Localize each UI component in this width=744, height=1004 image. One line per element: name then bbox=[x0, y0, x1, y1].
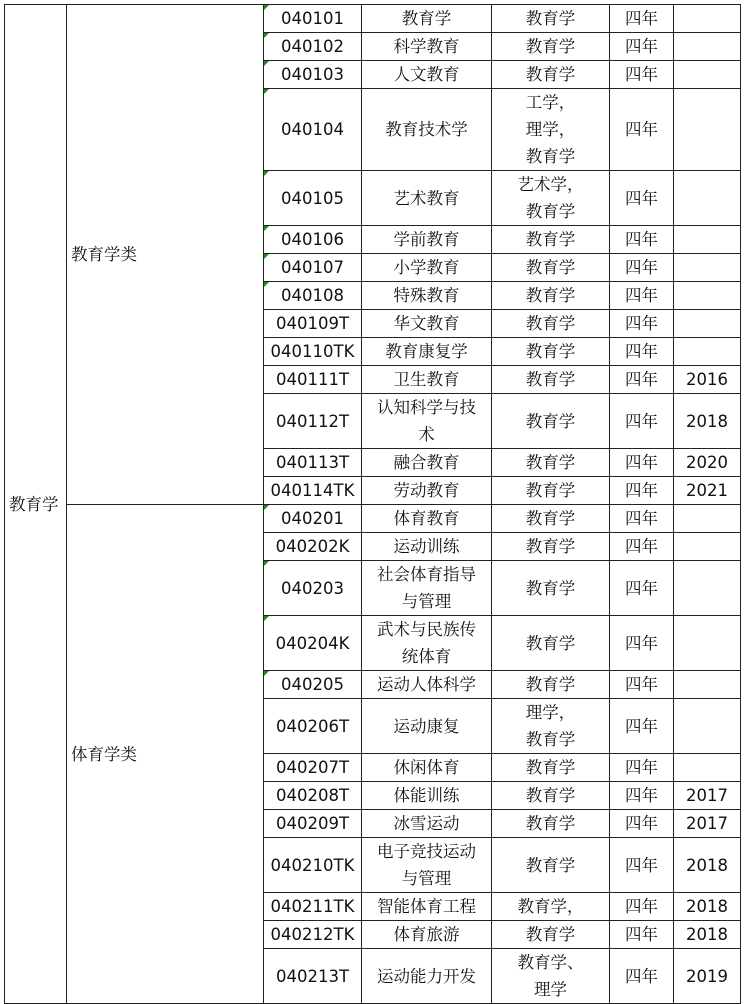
degree-cell-line: 教育学 bbox=[525, 509, 576, 528]
year-added-cell bbox=[674, 699, 741, 754]
major-name-cell bbox=[362, 89, 492, 171]
major-name-cell-line: 武术与民族传 bbox=[377, 620, 476, 639]
degree-cell-line: 教育学、 bbox=[517, 953, 584, 972]
major-name-cell bbox=[362, 254, 492, 282]
major-name-cell-line: 电子竞技运动 bbox=[377, 842, 476, 861]
major-code-cell: 040207T bbox=[264, 754, 362, 782]
major-code-cell: 040113T bbox=[264, 449, 362, 477]
major-name-cell-line: 学前教育 bbox=[393, 230, 460, 249]
duration-cell: 四年 bbox=[610, 810, 674, 838]
major-name-cell-line: 小学教育 bbox=[393, 258, 460, 277]
degree-cell bbox=[492, 949, 610, 1004]
duration-cell: 四年 bbox=[610, 226, 674, 254]
table-body bbox=[5, 5, 741, 1004]
year-added-cell: 2018 bbox=[674, 893, 741, 921]
major-name-cell bbox=[362, 171, 492, 226]
degree-cell bbox=[492, 366, 610, 394]
duration-cell: 四年 bbox=[610, 921, 674, 949]
major-name-cell bbox=[362, 338, 492, 366]
duration-cell: 四年 bbox=[610, 533, 674, 561]
degree-cell-line: 教育学 bbox=[525, 786, 576, 805]
major-name-cell bbox=[362, 282, 492, 310]
major-code-cell: 040107 bbox=[264, 254, 362, 282]
degree-cell bbox=[492, 561, 610, 616]
year-added-cell bbox=[674, 89, 741, 171]
degree-cell-line: 教育学 bbox=[525, 453, 576, 472]
major-name-cell-line: 教育学 bbox=[401, 9, 452, 28]
major-name-cell bbox=[362, 754, 492, 782]
duration-cell: 四年 bbox=[610, 671, 674, 699]
degree-cell-line: 教育学 bbox=[525, 314, 576, 333]
major-name-cell bbox=[362, 893, 492, 921]
major-code-cell: 040108 bbox=[264, 282, 362, 310]
year-added-cell bbox=[674, 561, 741, 616]
major-code-cell: 040206T bbox=[264, 699, 362, 754]
year-added-cell bbox=[674, 533, 741, 561]
major-code-cell: 040102 bbox=[264, 33, 362, 61]
degree-cell-line: 教育学 bbox=[525, 370, 576, 389]
degree-cell-line: 教育学 bbox=[525, 65, 576, 84]
major-code-cell: 040109T bbox=[264, 310, 362, 338]
degree-cell bbox=[492, 171, 610, 226]
table-row bbox=[5, 505, 741, 533]
major-name-cell-line: 体育教育 bbox=[393, 509, 460, 528]
category-cell: 体育学类 bbox=[67, 505, 264, 1004]
major-code-cell: 040114TK bbox=[264, 477, 362, 505]
major-name-cell-line: 运动人体科学 bbox=[377, 675, 476, 694]
degree-cell-line: 教育学 bbox=[525, 925, 576, 944]
major-name-cell bbox=[362, 838, 492, 893]
degree-cell bbox=[492, 893, 610, 921]
year-added-cell bbox=[674, 671, 741, 699]
year-added-cell: 2018 bbox=[674, 921, 741, 949]
degree-cell bbox=[492, 477, 610, 505]
degree-cell-line: 教育学 bbox=[525, 37, 576, 56]
major-name-cell bbox=[362, 949, 492, 1004]
major-name-cell-line: 运动训练 bbox=[393, 537, 460, 556]
year-added-cell bbox=[674, 505, 741, 533]
degree-cell-line: 教育学 bbox=[525, 758, 576, 777]
major-code-cell: 040208T bbox=[264, 782, 362, 810]
degree-cell bbox=[492, 449, 610, 477]
degree-cell-line: 教育学 bbox=[525, 855, 576, 875]
major-name-cell-line: 特殊教育 bbox=[393, 286, 460, 305]
degree-cell-line: 教育学 bbox=[525, 730, 576, 749]
year-added-cell: 2020 bbox=[674, 449, 741, 477]
degree-cell-line: 教育学 bbox=[525, 342, 576, 361]
major-name-cell bbox=[362, 699, 492, 754]
duration-cell: 四年 bbox=[610, 171, 674, 226]
major-name-cell bbox=[362, 61, 492, 89]
major-code-cell: 040111T bbox=[264, 366, 362, 394]
year-added-cell bbox=[674, 310, 741, 338]
major-code-cell: 040210TK bbox=[264, 838, 362, 893]
major-code-cell: 040201 bbox=[264, 505, 362, 533]
major-code-cell: 040209T bbox=[264, 810, 362, 838]
major-code-cell: 040101 bbox=[264, 5, 362, 33]
degree-cell-line: 理学 bbox=[534, 980, 567, 999]
degree-cell-line: 理学， bbox=[525, 703, 576, 722]
major-code-cell: 040110TK bbox=[264, 338, 362, 366]
major-name-cell-line: 认知科学与技 bbox=[377, 398, 476, 417]
degree-cell bbox=[492, 699, 610, 754]
major-name-cell bbox=[362, 533, 492, 561]
degree-cell bbox=[492, 338, 610, 366]
discipline-cell: 教育学 bbox=[5, 5, 67, 1004]
degree-cell bbox=[492, 33, 610, 61]
duration-cell: 四年 bbox=[610, 893, 674, 921]
year-added-cell bbox=[674, 5, 741, 33]
duration-cell: 四年 bbox=[610, 338, 674, 366]
major-name-cell-line: 华文教育 bbox=[393, 314, 460, 333]
degree-cell bbox=[492, 533, 610, 561]
year-added-cell: 2017 bbox=[674, 810, 741, 838]
major-name-cell-line: 运动能力开发 bbox=[377, 966, 476, 986]
duration-cell: 四年 bbox=[610, 838, 674, 893]
major-name-cell-line: 劳动教育 bbox=[393, 481, 460, 500]
degree-cell-line: 教育学， bbox=[517, 897, 584, 916]
duration-cell: 四年 bbox=[610, 254, 674, 282]
degree-cell-line: 教育学 bbox=[525, 578, 576, 598]
degree-cell-line: 教育学 bbox=[525, 230, 576, 249]
duration-cell: 四年 bbox=[610, 394, 674, 449]
major-name-cell-line: 艺术教育 bbox=[393, 188, 460, 208]
year-added-cell bbox=[674, 254, 741, 282]
major-code-cell: 040212TK bbox=[264, 921, 362, 949]
degree-cell bbox=[492, 616, 610, 671]
degree-cell-line: 教育学 bbox=[525, 258, 576, 277]
major-name-cell-line: 教育技术学 bbox=[385, 120, 468, 139]
year-added-cell: 2019 bbox=[674, 949, 741, 1004]
major-name-cell bbox=[362, 33, 492, 61]
major-name-cell bbox=[362, 810, 492, 838]
major-name-cell-line: 与管理 bbox=[401, 592, 452, 611]
degree-cell bbox=[492, 89, 610, 171]
year-added-cell bbox=[674, 754, 741, 782]
year-added-cell bbox=[674, 616, 741, 671]
degree-cell bbox=[492, 394, 610, 449]
major-code-cell: 040213T bbox=[264, 949, 362, 1004]
major-name-cell bbox=[362, 394, 492, 449]
year-added-cell bbox=[674, 33, 741, 61]
major-name-cell-line: 与管理 bbox=[401, 869, 452, 888]
major-name-cell bbox=[362, 5, 492, 33]
major-name-cell-line: 社会体育指导 bbox=[377, 565, 476, 584]
duration-cell: 四年 bbox=[610, 5, 674, 33]
major-name-cell bbox=[362, 561, 492, 616]
degree-cell-line: 工学， bbox=[525, 93, 576, 112]
year-added-cell: 2018 bbox=[674, 838, 741, 893]
major-name-cell-line: 卫生教育 bbox=[393, 370, 460, 389]
degree-cell-line: 教育学 bbox=[525, 537, 576, 556]
degree-cell-line: 教育学 bbox=[525, 481, 576, 500]
major-name-cell bbox=[362, 310, 492, 338]
major-code-cell: 040203 bbox=[264, 561, 362, 616]
major-name-cell-line: 体育旅游 bbox=[393, 925, 460, 944]
year-added-cell: 2017 bbox=[674, 782, 741, 810]
duration-cell: 四年 bbox=[610, 699, 674, 754]
year-added-cell bbox=[674, 171, 741, 226]
degree-cell-line: 教育学 bbox=[525, 814, 576, 833]
major-name-cell-line: 融合教育 bbox=[393, 453, 460, 472]
duration-cell: 四年 bbox=[610, 505, 674, 533]
degree-cell-line: 教育学 bbox=[525, 411, 576, 431]
major-name-cell-line: 运动康复 bbox=[393, 716, 460, 736]
duration-cell: 四年 bbox=[610, 754, 674, 782]
major-code-cell: 040202K bbox=[264, 533, 362, 561]
major-name-cell bbox=[362, 921, 492, 949]
degree-cell bbox=[492, 754, 610, 782]
year-added-cell bbox=[674, 282, 741, 310]
degree-cell-line: 教育学 bbox=[525, 286, 576, 305]
major-name-cell-line: 统体育 bbox=[401, 647, 452, 666]
major-code-cell: 040112T bbox=[264, 394, 362, 449]
duration-cell: 四年 bbox=[610, 477, 674, 505]
major-code-cell: 040104 bbox=[264, 89, 362, 171]
year-added-cell: 2021 bbox=[674, 477, 741, 505]
degree-cell bbox=[492, 61, 610, 89]
duration-cell: 四年 bbox=[610, 949, 674, 1004]
major-name-cell-line: 人文教育 bbox=[393, 65, 460, 84]
major-name-cell-line: 休闲体育 bbox=[393, 758, 460, 777]
major-name-cell-line: 体能训练 bbox=[393, 786, 460, 805]
duration-cell: 四年 bbox=[610, 282, 674, 310]
degree-cell bbox=[492, 838, 610, 893]
major-name-cell bbox=[362, 505, 492, 533]
degree-cell-line: 教育学 bbox=[525, 633, 576, 653]
major-name-cell bbox=[362, 671, 492, 699]
year-added-cell bbox=[674, 61, 741, 89]
major-name-cell bbox=[362, 616, 492, 671]
major-code-cell: 040204K bbox=[264, 616, 362, 671]
majors-table bbox=[4, 4, 741, 1004]
duration-cell: 四年 bbox=[610, 89, 674, 171]
duration-cell: 四年 bbox=[610, 33, 674, 61]
category-cell: 教育学类 bbox=[67, 5, 264, 505]
degree-cell-line: 艺术学， bbox=[517, 175, 584, 194]
degree-cell-line: 教育学 bbox=[525, 147, 576, 166]
duration-cell: 四年 bbox=[610, 366, 674, 394]
degree-cell bbox=[492, 310, 610, 338]
major-name-cell-line: 智能体育工程 bbox=[377, 897, 476, 916]
major-name-cell-line: 冰雪运动 bbox=[393, 814, 460, 833]
degree-cell bbox=[492, 921, 610, 949]
major-name-cell bbox=[362, 782, 492, 810]
duration-cell: 四年 bbox=[610, 782, 674, 810]
degree-cell bbox=[492, 505, 610, 533]
degree-cell bbox=[492, 254, 610, 282]
degree-cell bbox=[492, 226, 610, 254]
major-name-cell-line: 科学教育 bbox=[393, 37, 460, 56]
table-row bbox=[5, 5, 741, 33]
major-name-cell bbox=[362, 226, 492, 254]
major-code-cell: 040103 bbox=[264, 61, 362, 89]
degree-cell bbox=[492, 671, 610, 699]
degree-cell-line: 教育学 bbox=[525, 202, 576, 221]
duration-cell: 四年 bbox=[610, 61, 674, 89]
major-name-cell bbox=[362, 477, 492, 505]
degree-cell-line: 教育学 bbox=[525, 9, 576, 28]
major-name-cell-line: 教育康复学 bbox=[385, 342, 468, 361]
duration-cell: 四年 bbox=[610, 561, 674, 616]
major-name-cell-line: 术 bbox=[418, 425, 435, 444]
major-code-cell: 040211TK bbox=[264, 893, 362, 921]
degree-cell bbox=[492, 782, 610, 810]
major-name-cell bbox=[362, 449, 492, 477]
degree-cell bbox=[492, 5, 610, 33]
year-added-cell: 2018 bbox=[674, 394, 741, 449]
duration-cell: 四年 bbox=[610, 310, 674, 338]
year-added-cell bbox=[674, 338, 741, 366]
major-code-cell: 040105 bbox=[264, 171, 362, 226]
major-name-cell bbox=[362, 366, 492, 394]
degree-cell bbox=[492, 282, 610, 310]
degree-cell bbox=[492, 810, 610, 838]
degree-cell-line: 理学， bbox=[525, 120, 576, 139]
year-added-cell bbox=[674, 226, 741, 254]
duration-cell: 四年 bbox=[610, 616, 674, 671]
degree-cell-line: 教育学 bbox=[525, 675, 576, 694]
major-code-cell: 040106 bbox=[264, 226, 362, 254]
year-added-cell: 2016 bbox=[674, 366, 741, 394]
major-code-cell: 040205 bbox=[264, 671, 362, 699]
duration-cell: 四年 bbox=[610, 449, 674, 477]
